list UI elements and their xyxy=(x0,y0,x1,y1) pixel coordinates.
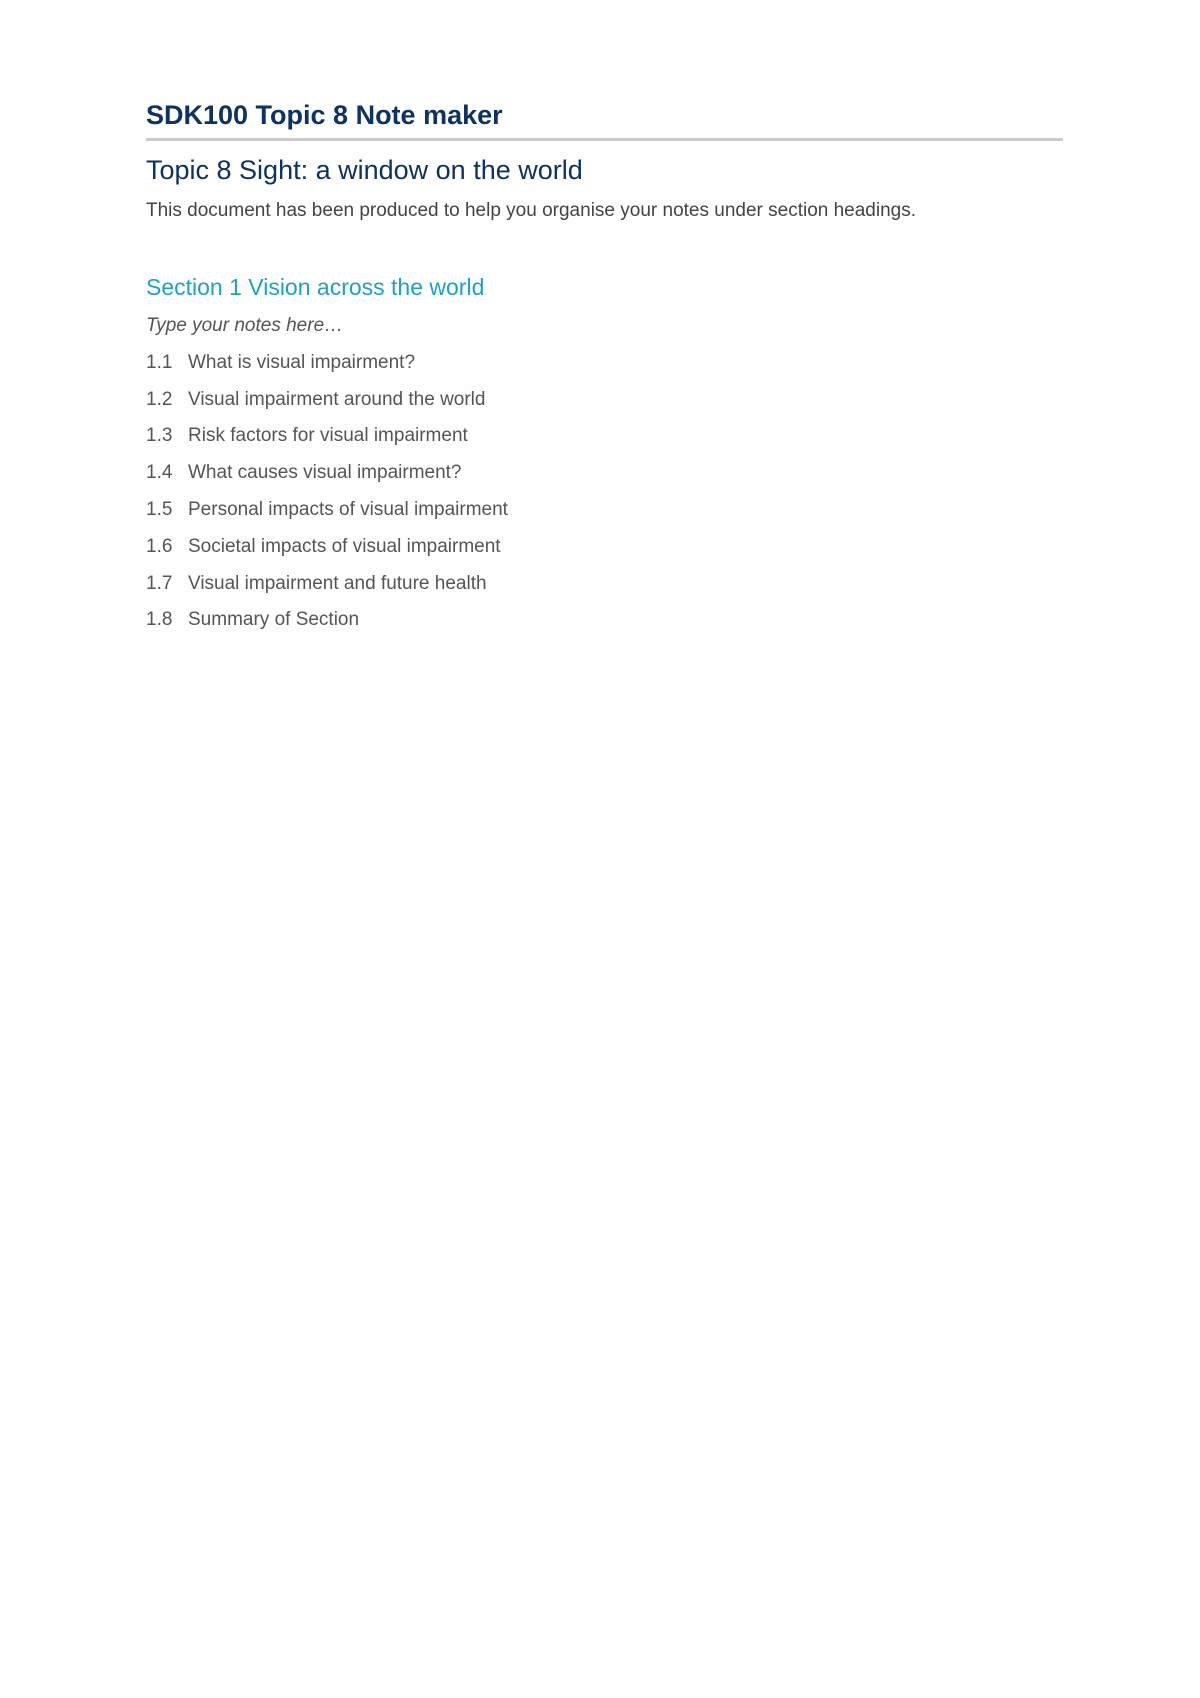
item-number: 1.2 xyxy=(146,389,173,410)
section-heading: Section 1 Vision across the world xyxy=(146,274,485,300)
item-number: 1.3 xyxy=(146,425,173,446)
item-label: Personal impacts of visual impairment xyxy=(188,499,508,520)
item-label: Visual impairment and future health xyxy=(188,573,487,594)
title-divider xyxy=(146,138,1063,141)
item-number: 1.5 xyxy=(146,499,173,520)
item-label: What is visual impairment? xyxy=(188,352,416,373)
list-item xyxy=(146,573,487,595)
list-item xyxy=(146,352,415,374)
list-item xyxy=(146,609,359,631)
document-subtitle: Topic 8 Sight: a window on the world xyxy=(146,155,583,185)
item-label: Visual impairment around the world xyxy=(188,389,486,410)
item-number: 1.1 xyxy=(146,352,173,373)
item-label: Summary of Section xyxy=(188,609,360,630)
item-number: 1.6 xyxy=(146,536,173,557)
item-number: 1.4 xyxy=(146,462,173,483)
list-item xyxy=(146,536,501,558)
intro-text: This document has been produced to help you organise your notes under section headings. xyxy=(146,200,917,221)
item-label: Risk factors for visual impairment xyxy=(188,425,468,446)
list-item xyxy=(146,499,508,521)
notes-placeholder[interactable]: Type your notes here… xyxy=(146,315,344,336)
item-number: 1.8 xyxy=(146,609,173,630)
document-title: SDK100 Topic 8 Note maker xyxy=(146,100,503,130)
item-label: Societal impacts of visual impairment xyxy=(188,536,501,557)
list-item xyxy=(146,425,468,447)
item-number: 1.7 xyxy=(146,573,173,594)
item-label: What causes visual impairment? xyxy=(188,462,462,483)
list-item xyxy=(146,389,485,411)
list-item xyxy=(146,462,462,484)
